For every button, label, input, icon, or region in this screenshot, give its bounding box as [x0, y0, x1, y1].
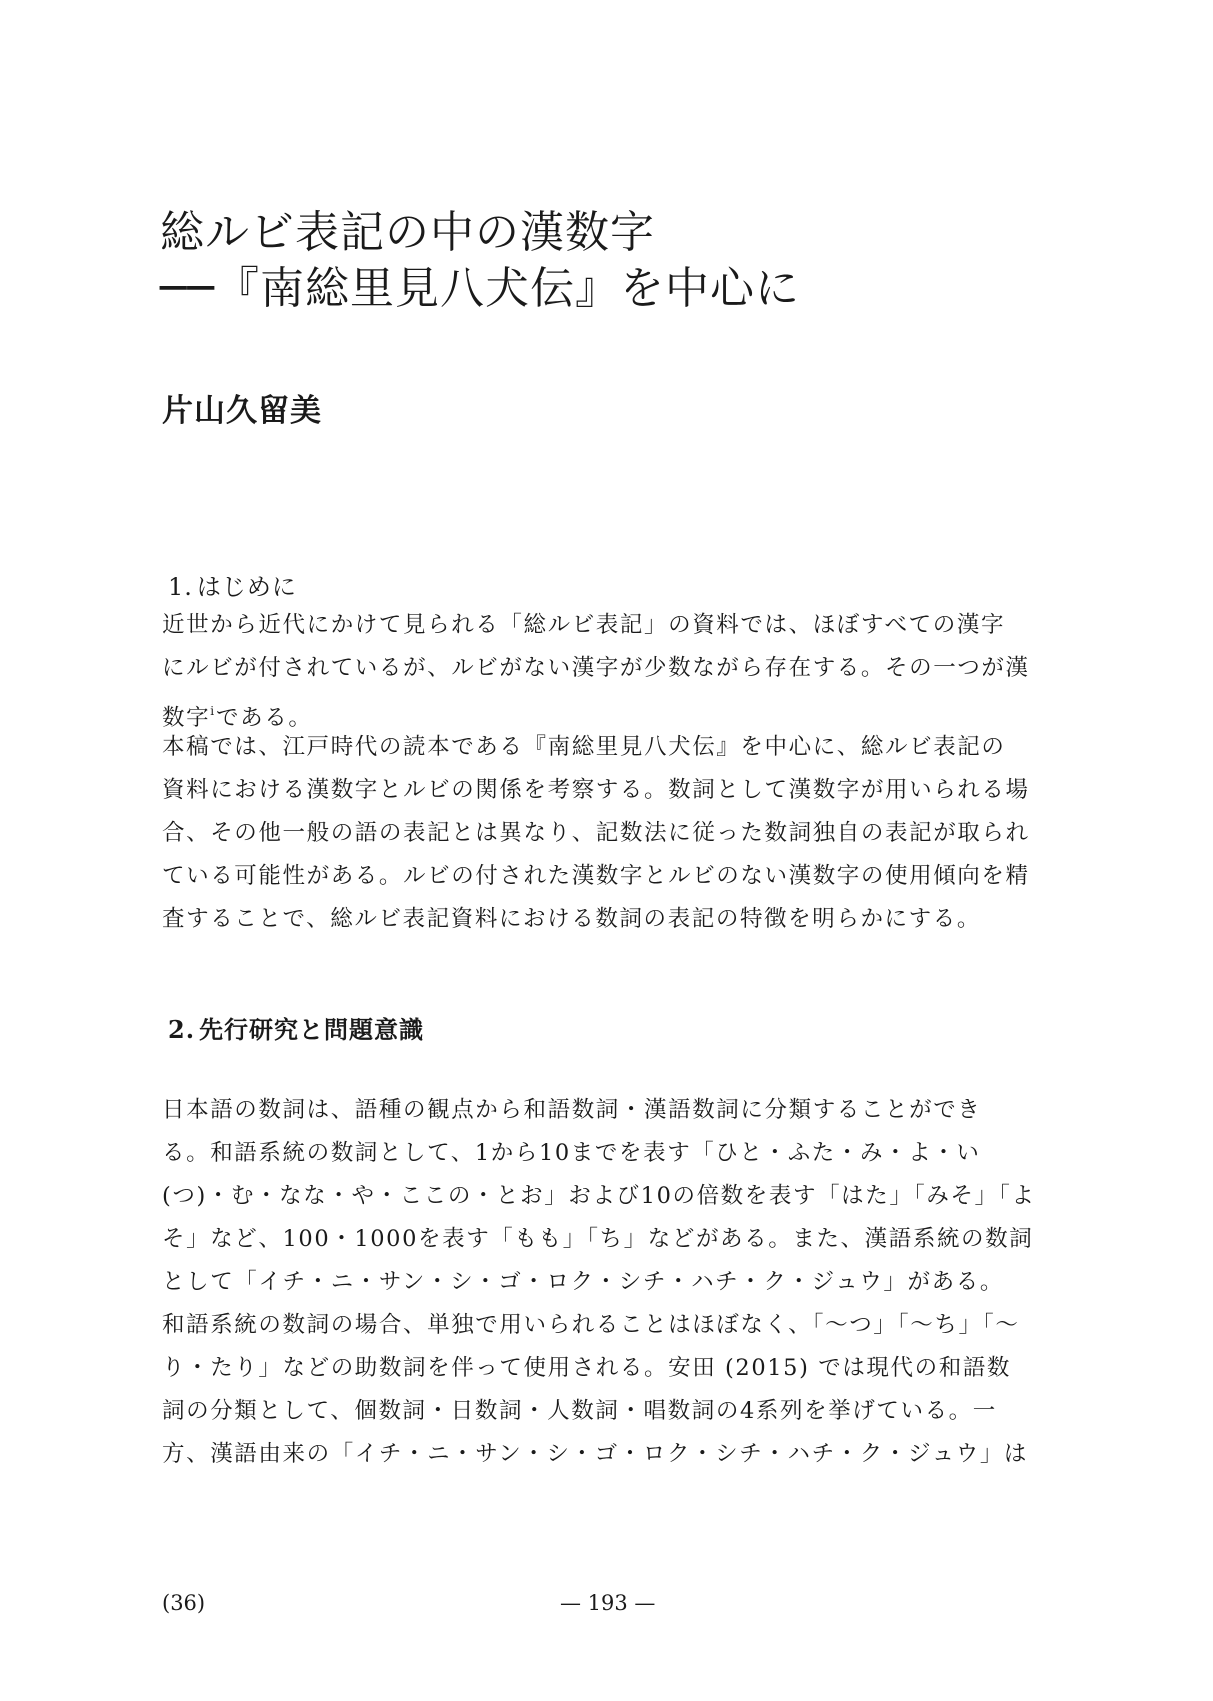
text-line: 日本語の数詞は、語種の観点から和語数詞・漢語数詞に分類することができ	[162, 1097, 982, 1123]
text-line: 合、その他一般の語の表記とは異なり、記数法に従った数詞独自の表記が取られ	[162, 820, 1030, 846]
text-line: にルビが付されているが、ルビがない漢字が少数ながら存在する。その一つが漢	[162, 655, 1030, 681]
section-title: 先行研究と問題意識	[199, 1015, 425, 1044]
text-line: 方、漢語由来の「イチ・ニ・サン・シ・ゴ・ロク・シチ・ハチ・ク・ジュウ」は	[162, 1441, 1029, 1467]
prior-research-paragraph	[162, 1089, 1067, 1476]
text-line: 和語系統の数詞の場合、単独で用いられることはほぼなく、「〜つ」「〜ち」「〜	[162, 1312, 1020, 1338]
text-fragment: である。	[216, 705, 313, 731]
journal-page-number: (36)	[162, 1591, 206, 1615]
text-line: として「イチ・ニ・サン・シ・ゴ・ロク・シチ・ハチ・ク・ジュウ」がある。	[162, 1269, 1004, 1295]
text-line: 査することで、総ルビ表記資料における数詞の表記の特徴を明らかにする。	[162, 906, 981, 932]
title-line-2: ──『南総里見八犬伝』を中心に	[160, 263, 800, 314]
footnote-marker[interactable]: i	[210, 704, 215, 718]
intro-paragraph-2	[162, 726, 1067, 941]
text-line: 詞の分類として、個数詞・日数詞・人数詞・唱数詞の4系列を挙げている。一	[162, 1398, 997, 1424]
text-fragment: 数字	[162, 705, 211, 731]
paper-title	[160, 205, 800, 317]
text-line: 資料における漢数字とルビの関係を考察する。数詞として漢数字が用いられる場	[162, 777, 1030, 803]
author-name: 片山久留美	[162, 393, 322, 429]
intro-paragraph-1	[162, 604, 1067, 740]
section-heading-prior-research	[168, 1010, 424, 1045]
section-number: 2.	[168, 1015, 196, 1044]
text-line: ている可能性がある。ルビの付された漢数字とルビのない漢数字の使用傾向を精	[162, 863, 1030, 889]
title-line-1: 総ルビ表記の中の漢数字	[160, 207, 655, 258]
text-line: り・たり」などの助数詞を伴って使用される。安田 (2015) では現代の和語数	[162, 1355, 1012, 1381]
text-line: 近世から近代にかけて見られる「総ルビ表記」の資料では、ほぼすべての漢字	[162, 612, 1006, 638]
text-line: る。和語系統の数詞として、1から10までを表す「ひと・ふた・み・よ・い	[162, 1140, 981, 1166]
page-number: — 193 —	[560, 1591, 656, 1615]
text-line: そ」など、100・1000を表す「もも」「ち」などがある。また、漢語系統の数詞	[162, 1226, 1034, 1252]
section-number: 1.	[168, 573, 193, 601]
text-line: 本稿では、江戸時代の読本である『南総里見八犬伝』を中心に、総ルビ表記の	[162, 734, 1006, 760]
text-line: (つ)・む・なな・や・ここの・とお」および10の倍数を表す「はた」「みそ」「よ	[162, 1183, 1036, 1209]
section-heading-introduction	[168, 567, 297, 602]
section-title: はじめに	[196, 573, 297, 601]
